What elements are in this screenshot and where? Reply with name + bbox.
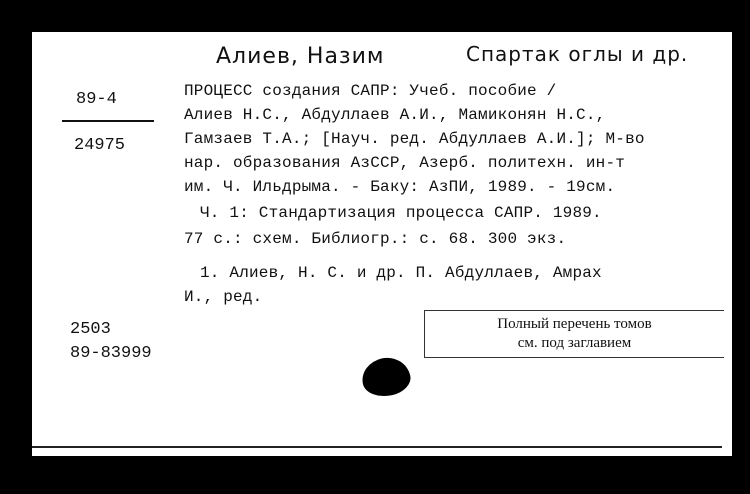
record-line-5: им. Ч. Ильдрыма. - Баку: АзПИ, 1989. - 19см. [184,178,616,196]
ink-blot [359,353,414,400]
classification-code: 89-4 [76,90,117,109]
shelf-code: 2503 [70,320,111,339]
stamp-box [424,310,724,358]
scan-edge [0,0,28,494]
card-bottom-rule [32,446,722,448]
record-id: 89-83999 [70,344,152,363]
record-line-3: Гамзаев Т.А.; [Науч. ред. Абдуллаев А.И.]; М-во [184,130,645,148]
catalog-card [32,32,732,456]
record-line-1: ПРОЦЕСС создания САПР: Учеб. пособие / [184,82,557,100]
record-line-6: Ч. 1: Стандартизация процесса САПР. 1989. [200,204,602,222]
record-line-9: И., ред. [184,288,263,306]
classification-rule [62,120,154,122]
stamp-line-1: Полный перечень томов [497,316,652,332]
stamp-line-2: см. под заглавием [517,335,632,351]
record-line-7: 77 с.: схем. Библиогр.: с. 68. 300 экз. [184,230,567,248]
handwritten-author-name: Алиев, Назим [216,44,385,69]
record-line-2: Алиев Н.С., Абдуллаев А.И., Мамиконян Н.С., [184,106,606,124]
record-line-8: 1. Алиев, Н. С. и др. П. Абдуллаев, Амрах [200,264,602,282]
inventory-number: 24975 [74,136,126,155]
handwritten-patronymic-note: Спартак оглы и др. [466,42,689,66]
record-line-4: нар. образования АзССР, Азерб. политехн. ин-т [184,154,626,172]
